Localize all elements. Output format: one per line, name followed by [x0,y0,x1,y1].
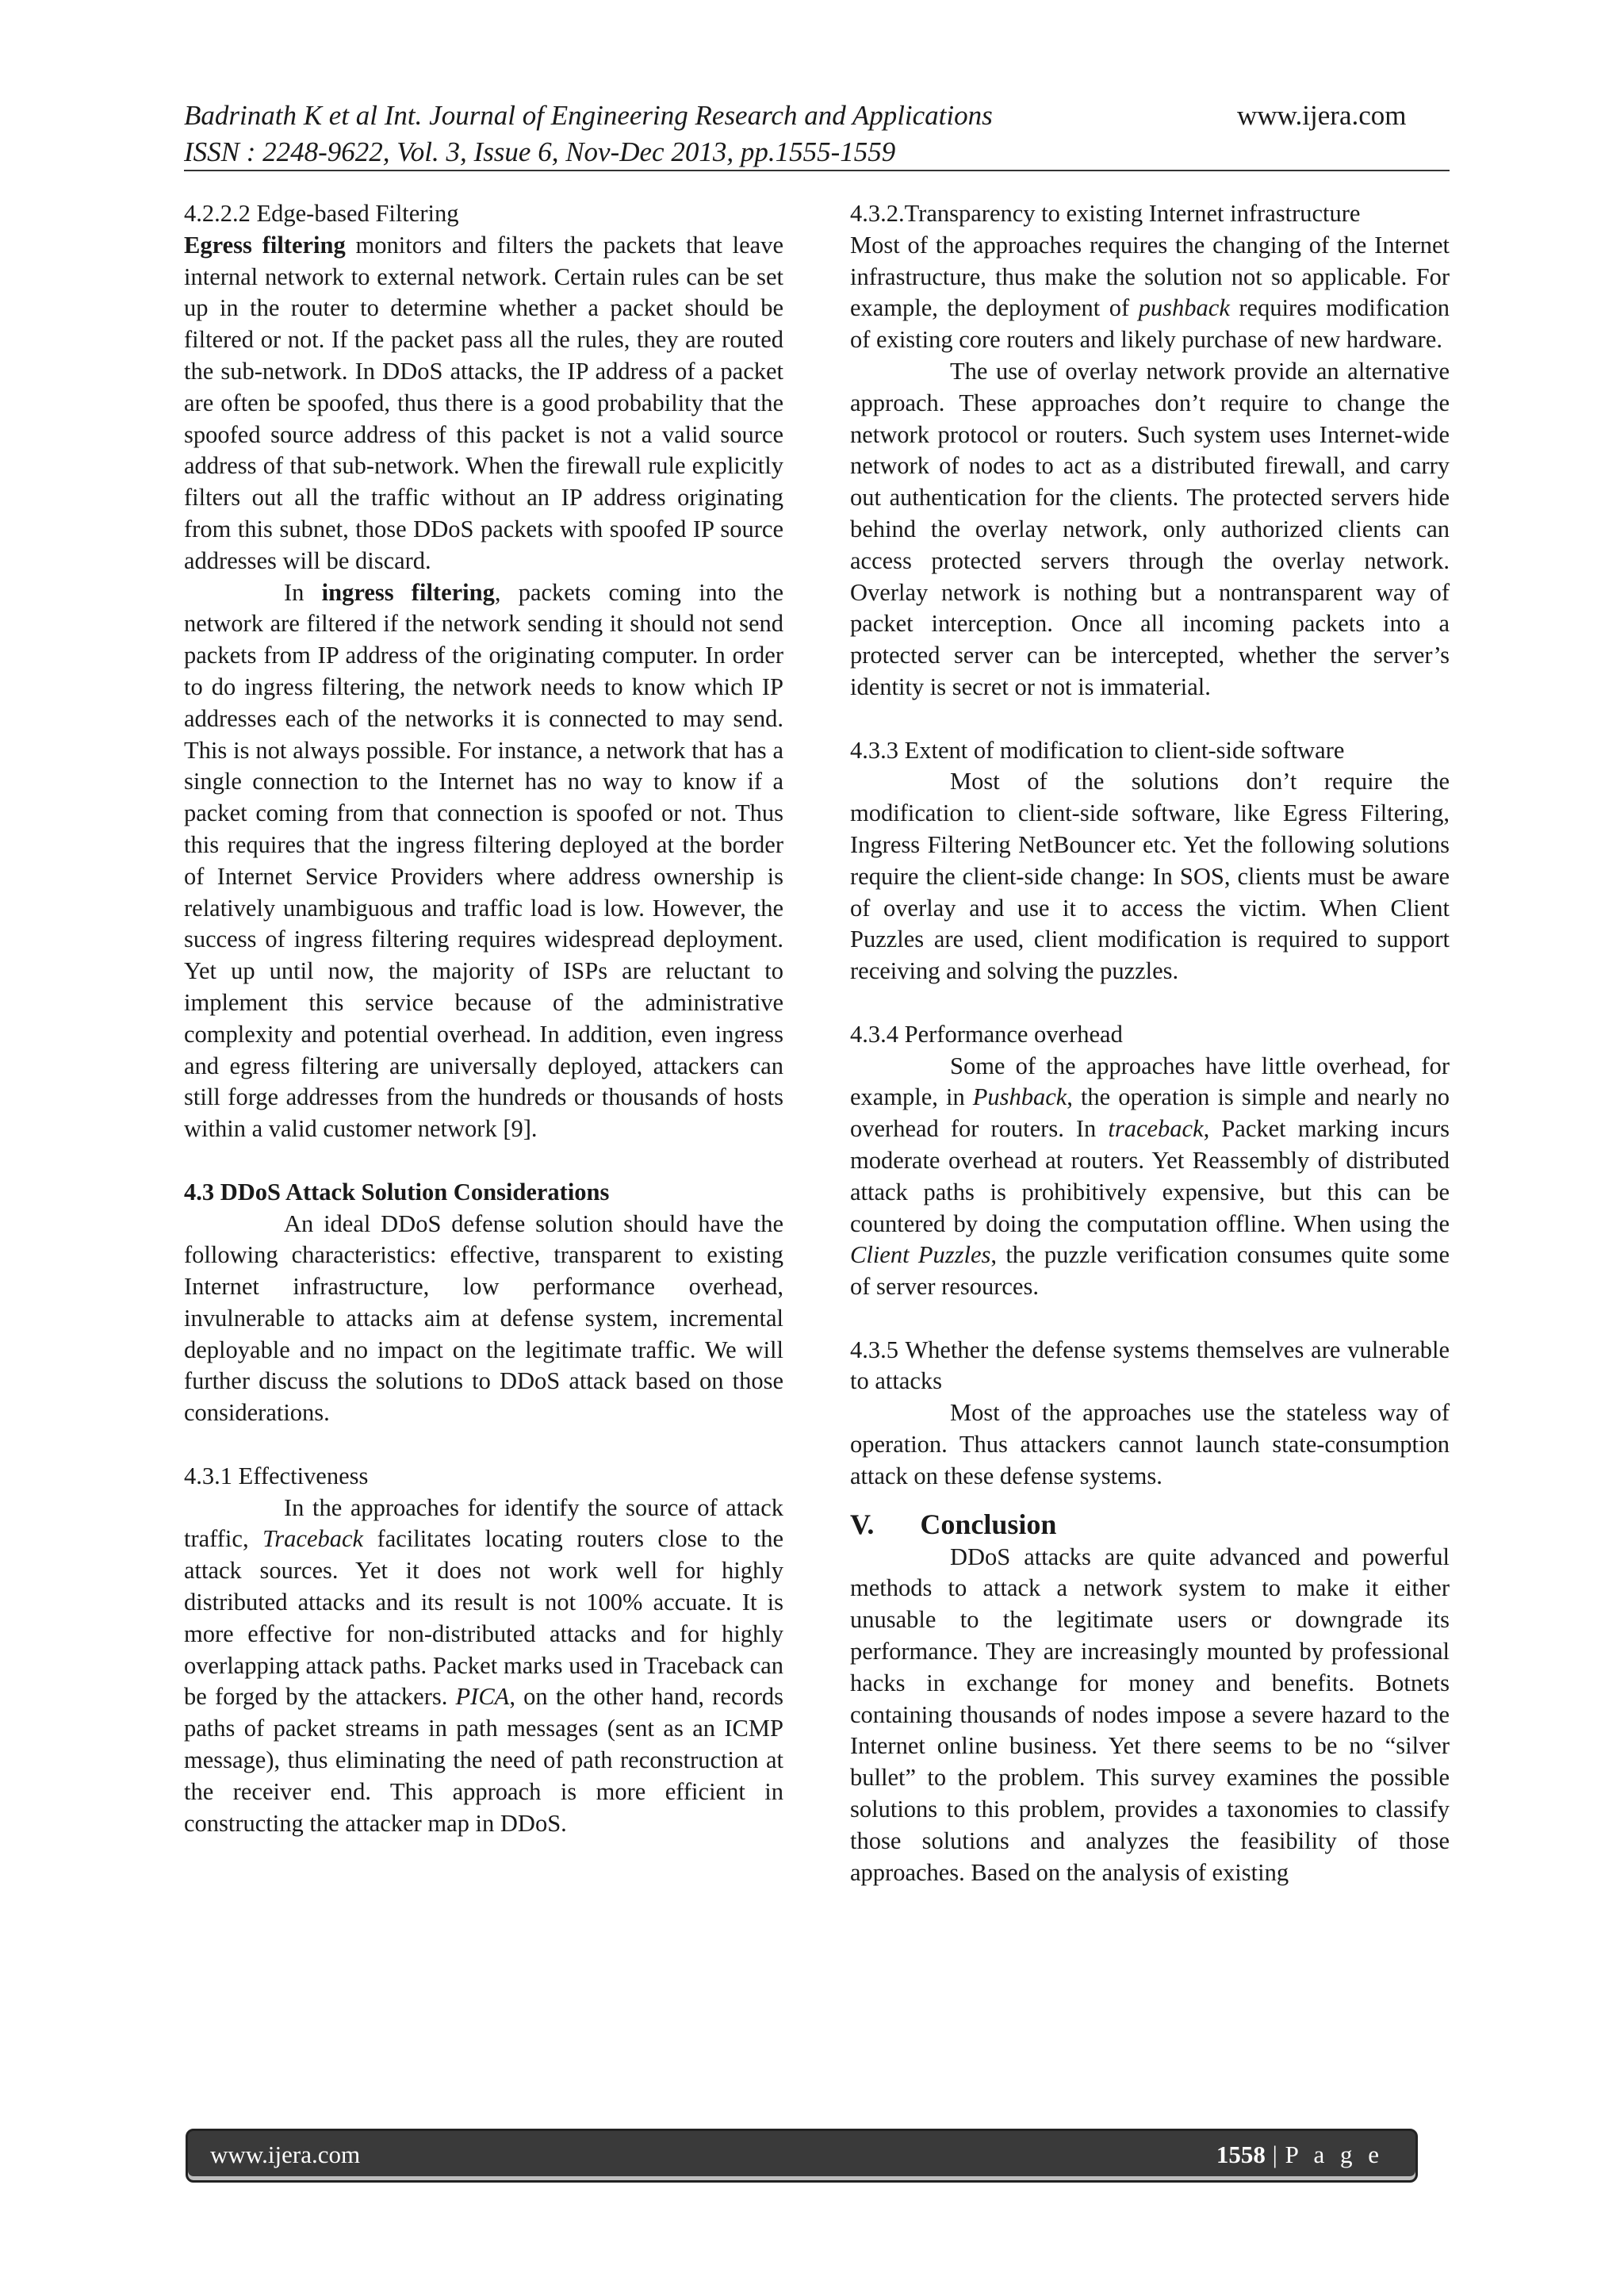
page-footer [186,2129,1418,2183]
footer-page-number: 1558 | P a g e [1216,2141,1384,2168]
running-header-url: www.ijera.com [1237,100,1407,131]
paragraph-egress-filtering: Egress filtering monitors and filters the packets that leave internal network to external network. Certain rules can be set up in the router to determine whether a packet should be filtered or not. If the packet pass all the rules, they are routed the sub-network. In DDoS attacks, the IP address of a packet are often be spoofed, thus there is a good probability that the spoofed source address of this packet is not a valid source address of that sub-network. When the firewall rule explicitly filters out all the traffic without an IP address originating from this subnet, those DDoS packets with spoofed IP source addresses will be discard. [184,231,783,574]
left-column [184,198,783,1839]
paragraph-overlay-network: The use of overlay network provide an alternative approach. These approaches don’t require to change the network protocol or routers. Such system uses Internet-wide network of nodes to act as a distributed firewall, and carry out authentication for the clients. The protected servers hide behind the overlay network, only authorized clients can access protected servers through the overlay network. Overlay network is nothing but a nontransparent way of packet interception. Once all incoming packets into a protected server can be intercepted, whether the server’s identity is secret or not is immaterial. [850,357,1450,700]
term-ingress-filtering: ingress filtering [321,578,495,606]
paragraph-4-3-4: Some of the approaches have little overhead, for example, in Pushback, the operation is simple and nearly no overhead for routers. In traceback, Packet marking incurs moderate overhead at routers. Yet Reassembly of distributed attack paths is prohibitively expensive, but this can be countered by doing the computation offline. When using the Client Puzzles, the puzzle verification consumes quite some of server resources. [850,1052,1450,1301]
footer-url: www.ijera.com [210,2141,361,2168]
header-rule [184,170,1450,171]
paragraph-4-3: An ideal DDoS defense solution should have the following characteristics: effective, transparent to existing Internet infrastructure, low performance overhead, invulnerable to attacks aim at defense system, incremental deployable and no impact on the legitimate traffic. We will further discuss the solutions to DDoS attack based on those considerations. [184,1209,783,1427]
heading-4-3-4: 4.3.4 Performance overhead [850,1020,1123,1048]
section-title-conclusion: V. Conclusion [850,1508,1057,1540]
heading-4-3-1: 4.3.1 Effectiveness [184,1462,369,1489]
running-header-citation: Badrinath K et al Int. Journal of Engineering Research and Applications [184,100,993,131]
right-column [850,198,1450,1888]
paragraph-conclusion: DDoS attacks are quite advanced and powerful methods to attack a network system to make it either unusable to the legitimate users or downgrade its performance. They are increasingly mounted by professional hacks in exchange for money and benefits. Botnets containing thousands of nodes impose a severe hazard to the Internet online business. Yet there seems to be no “silver bullet” to the problem. This survey examines the possible solutions to this problem, provides a taxonomies to classify those solutions and analyzes the feasibility of those approaches. Based on the analysis of existing [850,1543,1450,1886]
paragraph-ingress-filtering: In ingress filtering, packets coming into the network are filtered if the network sending it should not send packets from IP address of the originating computer. In order to do ingress filtering, the network needs to know which IP addresses each of the networks it is connected to may send. This is not always possible. For instance, a network that has a single connection to the Internet has no way to know if a packet coming from that connection is spoofed or not. Thus this requires that the ingress filtering deployed at the border of Internet Service Providers where address ownership is relatively unambiguous and traffic load is low. However, the success of ingress filtering requires widespread deployment. Yet up until now, the majority of ISPs are reluctant to implement this service because of the administrative complexity and potential overhead. In addition, even ingress and egress filtering are universally deployed, attackers can still forge addresses from the hundreds or thousands of hosts within a valid customer network [9]. [184,578,783,1143]
heading-4-3: 4.3 DDoS Attack Solution Considerations [184,1178,610,1205]
heading-4-3-3: 4.3.3 Extent of modification to client-side software [850,736,1345,764]
paragraph-4-3-2: Most of the approaches requires the changing of the Internet infrastructure, thus make the solution not so applicable. For example, the deployment of pushback requires modification of existing core routers and likely purchase of new hardware. [850,231,1450,354]
term-egress-filtering: Egress filtering [184,231,346,259]
running-header-issn: ISSN : 2248-9622, Vol. 3, Issue 6, Nov-Dec 2013, pp.1555-1559 [184,136,896,167]
paragraph-4-3-3: Most of the solutions don’t require the modification to client-side software, like Egress Filtering, Ingress Filtering NetBouncer etc. Yet the following solutions require the client-side change: In SOS, clients must be aware of overlay and use it to access the victim. When Client Puzzles are used, client modification is required to support receiving and solving the puzzles. [850,768,1450,985]
heading-4-3-5: 4.3.5 Whether the defense systems themselves are vulnerable to attacks [850,1336,1450,1395]
heading-4-2-2-2: 4.2.2.2 Edge-based Filtering [184,200,459,227]
heading-4-3-2: 4.3.2.Transparency to existing Internet infrastructure [850,200,1361,227]
paragraph-4-3-5: Most of the approaches use the stateless way of operation. Thus attackers cannot launch state-consumption attack on these defense systems. [850,1399,1450,1489]
paragraph-4-3-1: In the approaches for identify the source of attack traffic, Traceback facilitates locating routers close to the attack sources. Yet it does not work well for highly distributed attacks and its result is not 100% accuate. It is more effective for non-distributed attacks and for highly overlapping attack paths. Packet marks used in Traceback can be forged by the attackers. PICA, on the other hand, records paths of packet streams in path messages (sent as an ICMP message), thus eliminating the need of path reconstruction at the receiver end. This approach is more efficient in constructing the attacker map in DDoS. [184,1493,783,1837]
